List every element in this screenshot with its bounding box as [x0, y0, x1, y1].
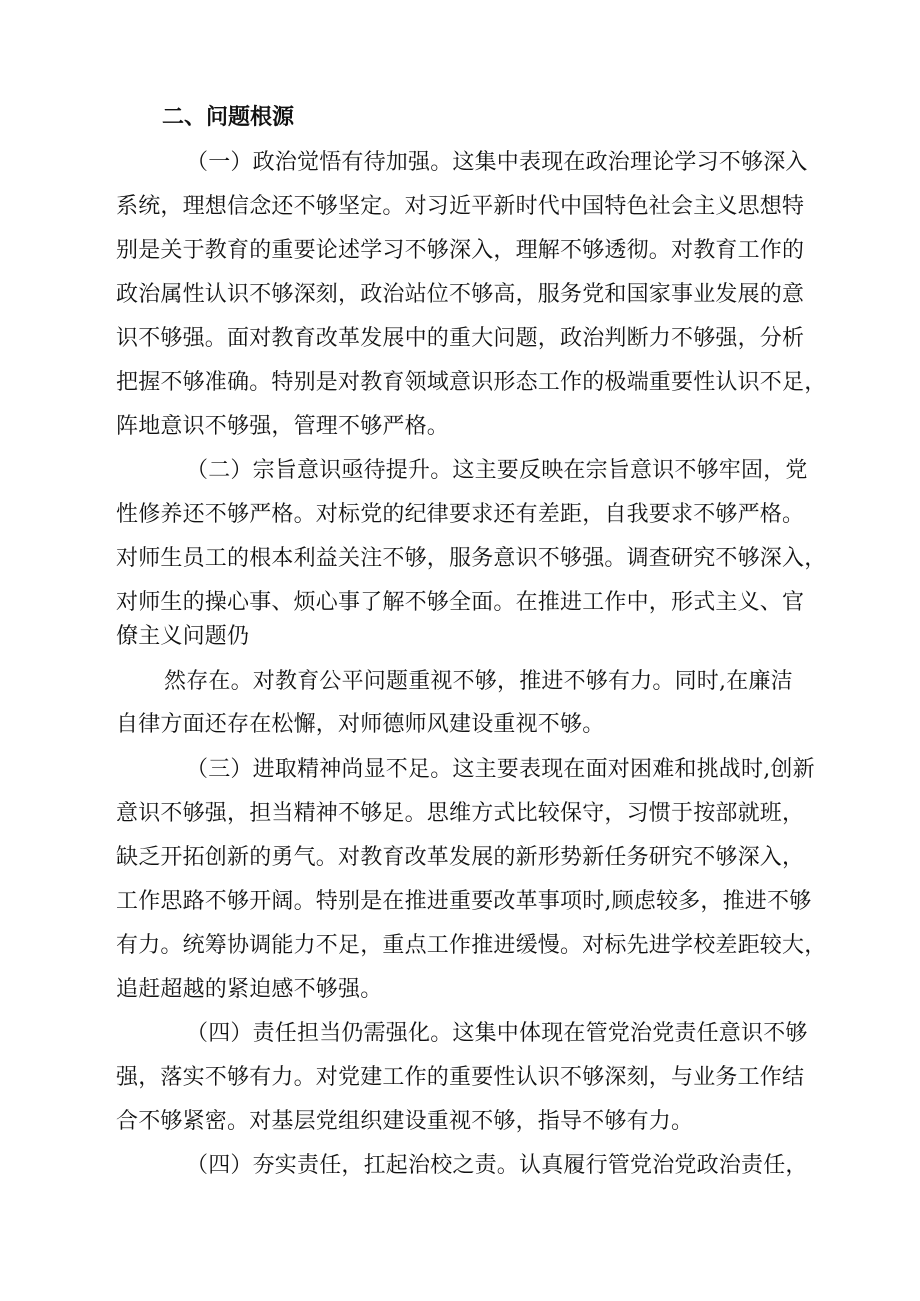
paragraph-2-line-6: 然存在。对教育公平问题重视不够，推进不够有力。同时,在廉洁 — [164, 669, 793, 694]
paragraph-3-line-1: （三）进取精神尚显不足。这主要表现在面对困难和挑战时,创新 — [186, 757, 815, 782]
paragraph-5-line-1: （四）夯实责任，扛起治校之责。认真履行管党治党政治责任， — [186, 1153, 808, 1178]
paragraph-2-line-1: （二）宗旨意识亟待提升。这主要反映在宗旨意识不够牢固，党 — [186, 458, 808, 483]
section-heading: 二、问题根源 — [162, 105, 295, 130]
paragraph-2-line-2: 性修养还不够严格。对标党的纪律要求还有差距，自我要求不够严格。 — [116, 502, 805, 527]
paragraph-1-line-6: 把握不够准确。特别是对教育领域意识形态工作的极端重要性认识不足， — [116, 370, 827, 395]
paragraph-3-line-4: 工作思路不够开阔。特别是在推进重要改革事项时,顾虑较多，推进不够 — [116, 889, 812, 914]
paragraph-2-line-3: 对师生员工的根本利益关注不够，服务意识不够强。调查研究不够深入， — [116, 546, 827, 571]
paragraph-4-line-3: 合不够紧密。对基层党组织建设重视不够，指导不够有力。 — [116, 1109, 694, 1134]
paragraph-1-line-4: 政治属性认识不够深刻，政治站位不够高，服务党和国家事业发展的意 — [116, 282, 805, 307]
paragraph-3-line-3: 缺乏开拓创新的勇气。对教育改革发展的新形势新任务研究不够深入， — [116, 845, 805, 870]
paragraph-1-line-3: 别是关于教育的重要论述学习不够深入，理解不够透彻。对教育工作的 — [116, 238, 805, 263]
paragraph-4-line-2: 强，落实不够有力。对党建工作的重要性认识不够深刻，与业务工作结 — [116, 1065, 805, 1090]
paragraph-1-line-2: 系统，理想信念还不够坚定。对习近平新时代中国特色社会主义思想特 — [116, 194, 805, 219]
paragraph-2-line-5: 僚主义问题仍 — [116, 624, 250, 649]
paragraph-1-line-7: 阵地意识不够强，管理不够严格。 — [116, 414, 450, 439]
paragraph-2-line-4: 对师生的操心事、烦心事了解不够全面。在推进工作中，形式主义、官 — [116, 590, 805, 615]
paragraph-4-line-1: （四）责任担当仍需强化。这集中体现在管党治党责任意识不够 — [186, 1021, 808, 1046]
paragraph-1-line-1: （一）政治觉悟有待加强。这集中表现在政治理论学习不够深入 — [186, 150, 808, 175]
paragraph-3-line-6: 追赶超越的紧迫感不够强。 — [116, 977, 383, 1002]
paragraph-1-line-5: 识不够强。面对教育改革发展中的重大问题，政治判断力不够强，分析 — [116, 326, 805, 351]
paragraph-2-line-7: 自律方面还存在松懈，对师德师风建设重视不够。 — [116, 712, 605, 737]
paragraph-3-line-2: 意识不够强，担当精神不够足。思维方式比较保守，习惯于按部就班， — [116, 801, 805, 826]
paragraph-3-line-5: 有力。统筹协调能力不足，重点工作推进缓慢。对标先进学校差距较大， — [116, 933, 827, 958]
